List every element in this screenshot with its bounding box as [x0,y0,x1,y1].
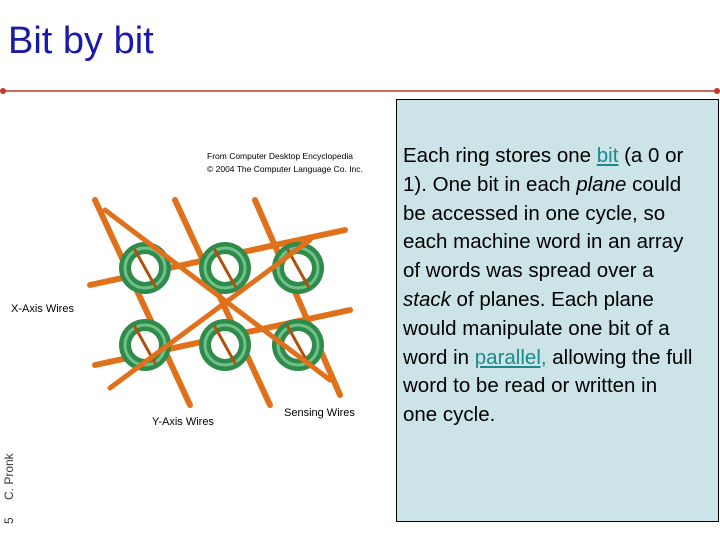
y-axis-label: Y-Axis Wires [152,416,214,428]
caption-line-2: © 2004 The Computer Language Co. Inc. [207,164,363,174]
text-part-2: (a 0 or 1). One bit in each [403,144,684,196]
caption-line-1: From Computer Desktop Encyclopedia [207,151,353,161]
core-memory-diagram [0,130,390,440]
text-part-5: allowing the full word to be read or written in one cycle. [403,345,693,427]
core-memory-illustration [0,130,390,440]
text-part-3: could be accessed in one cycle, so each machine word in an array of words was spread over a [403,172,684,283]
figure-caption [207,150,363,176]
slide-footer-vertical [2,420,22,530]
x-axis-label: X-Axis Wires [11,303,74,315]
author-label: C. Pronk [2,453,16,500]
text-part-4: of planes. Each plane would manipulate one bit of a word in [403,287,670,369]
text-part-1: Each ring stores one [403,144,597,167]
bit-link[interactable]: bit [596,144,619,167]
explanation-text [403,142,693,430]
slide-title: Bit by bit [8,20,154,62]
stack-emphasis: stack [403,287,451,311]
title-divider [0,84,720,98]
sensing-wires-label: Sensing Wires [284,407,355,419]
parallel-link[interactable]: parallel, [474,345,547,369]
page-number: 5 [2,517,16,524]
plane-emphasis: plane [576,172,627,196]
explanation-box [396,99,719,522]
